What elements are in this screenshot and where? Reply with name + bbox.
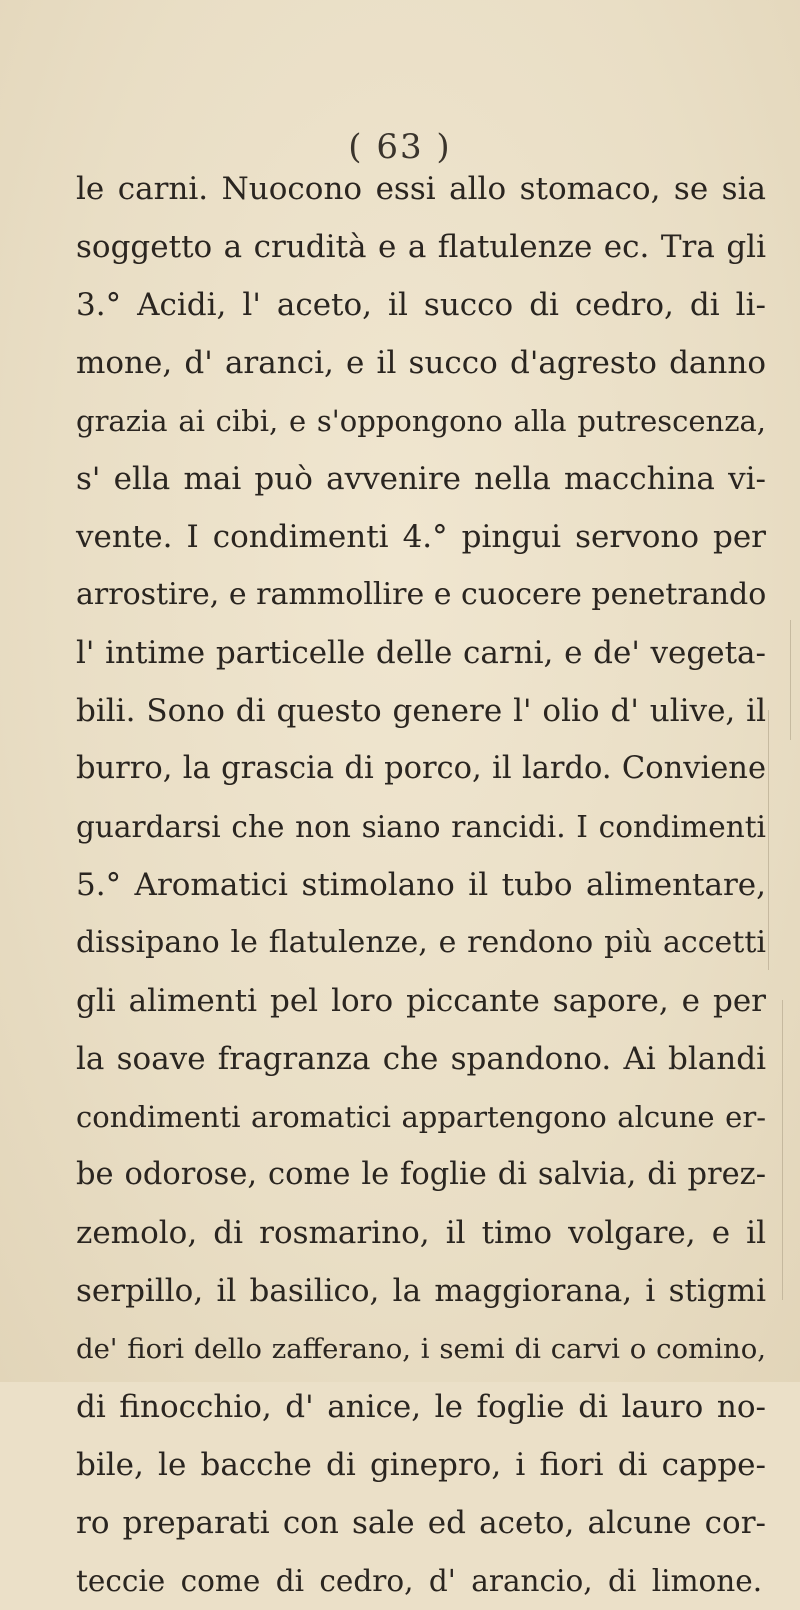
- page-number: ( 63 ): [348, 127, 452, 167]
- text-line: di finocchio, d' anice, le foglie di lauro no-: [76, 1389, 766, 1425]
- text-line: arrostire, e rammollire e cuocere penetrando: [76, 577, 767, 612]
- text-line: 3.° Acidi, l' aceto, il succo di cedro, di li-: [76, 287, 766, 323]
- margin-line: [768, 710, 769, 970]
- text-line: zemolo, di rosmarino, il timo volgare, e il: [76, 1215, 766, 1251]
- text-line: be odorose, come le foglie di salvia, di prez-: [76, 1157, 766, 1192]
- text-line: ro preparati con sale ed aceto, alcune cor-: [76, 1505, 766, 1541]
- margin-line: [790, 620, 791, 740]
- text-line: condimenti aromatici appartengono alcune er-: [76, 1100, 766, 1134]
- text-line: grazia ai cibi, e s'oppongono alla putrescenza,: [76, 404, 766, 438]
- text-line: dissipano le flatulenze, e rendono più accetti: [76, 925, 766, 960]
- text-line: guardarsi che non siano rancidi. I condimenti: [76, 810, 766, 844]
- text-line: l' intime particelle delle carni, e de' vegeta-: [76, 635, 766, 671]
- body-text: [76, 160, 766, 1610]
- text-line: bili. Sono di questo genere l' olio d' ulive, il: [76, 693, 766, 729]
- text-line: bile, le bacche di ginepro, i fiori di cappe-: [76, 1447, 766, 1483]
- text-line: la soave fragranza che spandono. Ai blandi: [76, 1041, 766, 1077]
- text-line: de' fiori dello zafferano, i semi di carvi o comino,: [76, 1333, 766, 1365]
- text-line: teccie come di cedro, d' arancio, di limone.: [76, 1564, 763, 1598]
- margin-line: [782, 1000, 783, 1300]
- text-line: le carni. Nuocono essi allo stomaco, se sia: [76, 171, 766, 207]
- text-line: vente. I condimenti 4.° pingui servono per: [76, 519, 766, 555]
- text-line: gli alimenti pel loro piccante sapore, e per: [76, 983, 766, 1019]
- text-line: serpillo, il basilico, la maggiorana, i stigmi: [76, 1273, 766, 1309]
- text-line: soggetto a crudità e a flatulenze ec. Tra gli: [76, 229, 766, 265]
- text-line: s' ella mai può avvenire nella macchina vi-: [76, 461, 766, 497]
- text-line: burro, la grascia di porco, il lardo. Conviene: [76, 751, 766, 786]
- text-line: 5.° Aromatici stimolano il tubo alimentare,: [76, 867, 766, 903]
- text-line: mone, d' aranci, e il succo d'agresto danno: [76, 345, 766, 381]
